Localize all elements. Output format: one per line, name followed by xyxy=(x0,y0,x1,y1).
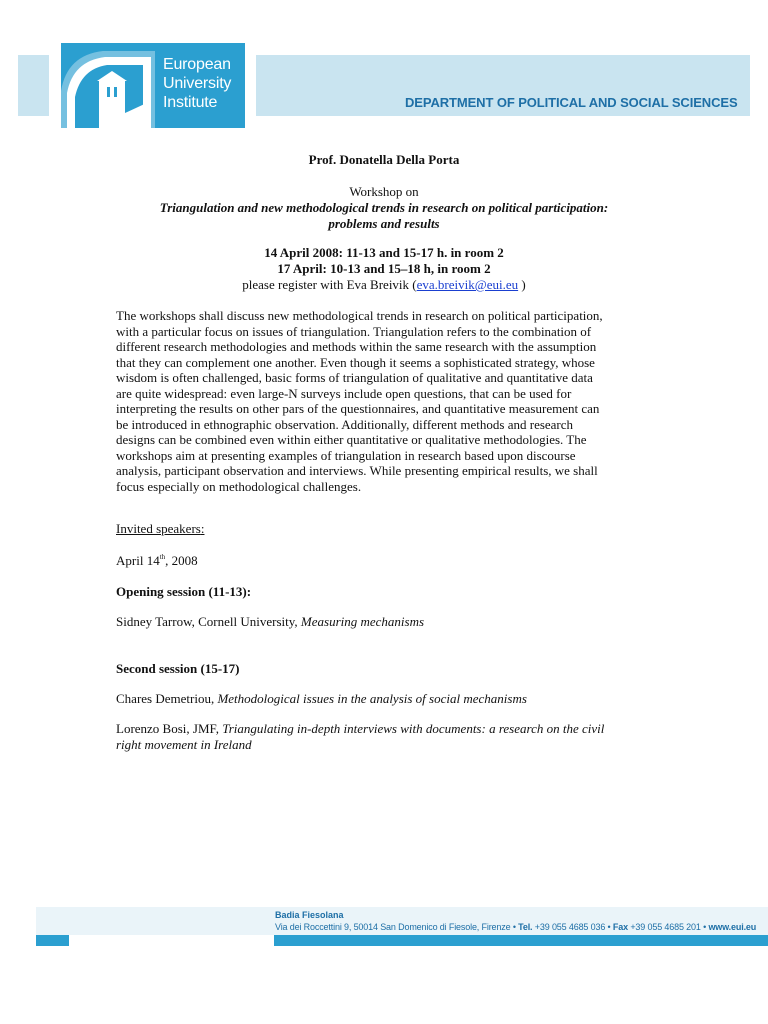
footer-address-text: Via dei Roccettini 9, 50014 San Domenico di Fiesole, Firenze • xyxy=(275,922,519,932)
paragraph-line: wisdom is often challenged, basic forms of triangulation of qualitative and quantitative data xyxy=(116,370,593,385)
paragraph-line: The workshops shall discuss new methodological trends in research on political participation, xyxy=(116,308,603,323)
register-suffix: ) xyxy=(518,277,526,292)
footer-address xyxy=(275,922,756,932)
registration-line xyxy=(100,277,668,293)
logo-wordmark xyxy=(163,55,231,112)
speaker-name: Sidney Tarrow, Cornell University, xyxy=(116,614,301,629)
logo-line-1: European xyxy=(163,56,231,73)
paragraph-line: be introduced in ethnographic observation. Additionally, different methods and research xyxy=(116,416,574,432)
footer-fax-value: +39 055 4685 201 • xyxy=(627,922,709,932)
program-date-prefix: April 14 xyxy=(116,553,160,568)
session-2-speaker-1 xyxy=(116,691,676,707)
invited-colon: : xyxy=(200,521,205,536)
invited-label: Invited speakers xyxy=(116,521,201,536)
date-line-1: 14 April 2008: 11-13 and 15-17 h. in room 2 xyxy=(264,245,504,260)
eui-building-icon xyxy=(61,43,161,128)
register-email-link[interactable]: eva.breivik@eui.eu xyxy=(416,277,519,292)
session-1-speaker xyxy=(116,614,676,630)
footer-tel-label: Tel. xyxy=(518,922,533,932)
date-line-2: 17 April: 10-13 and 15–18 h, in room 2 xyxy=(277,261,491,276)
program-date xyxy=(116,553,676,569)
workshop-title xyxy=(100,200,668,232)
footer-bar-right xyxy=(274,935,768,946)
header-band-left xyxy=(18,55,49,116)
paragraph-line: designs can be combined even within either quantitative or qualitative methodologies. The xyxy=(116,432,587,447)
paragraph-line: interpreting the results on other pars of the questionnaires, and quantitative measurement can xyxy=(116,401,600,416)
session-2-heading: Second session (15-17) xyxy=(116,661,240,676)
invited-speakers-heading xyxy=(116,521,676,537)
department-title: DEPARTMENT OF POLITICAL AND SOCIAL SCIENCES xyxy=(405,95,738,110)
workshop-title-line-1: Triangulation and new methodological trends in research on political participation: xyxy=(159,200,609,215)
footer-bar-left xyxy=(36,935,69,946)
logo-line-3: Institute xyxy=(163,94,218,111)
logo-line-2: University xyxy=(163,75,232,92)
speaker-name: Chares Demetriou, xyxy=(116,691,218,706)
paragraph-line: are quite widespread: even large-N surveys include open questions, that can be used for xyxy=(116,385,572,401)
paragraph-line: analysis, participant observation and interviews. While presenting empirical results, we shall xyxy=(116,463,598,478)
talk-title: Measuring mechanisms xyxy=(300,614,425,629)
paragraph-line: workshops aim at presenting examples of triangulation in research based upon discourse xyxy=(116,447,576,463)
talk-title-line-1: Triangulating in-depth interviews with documents: a research on the civil xyxy=(222,721,605,736)
program-date-sup: th xyxy=(159,553,166,561)
workshop-title-line-2: problems and results xyxy=(328,216,440,231)
footer-website-link[interactable]: www.eui.eu xyxy=(708,922,757,932)
description-paragraph xyxy=(116,308,656,494)
talk-title-line-2: right movement in Ireland xyxy=(116,737,252,752)
paragraph-line: with a particular focus on issues of triangulation. Triangulation refers to the combination of xyxy=(116,323,592,339)
author: Prof. Donatella Della Porta xyxy=(308,152,460,167)
paragraph-line: different research methodologies and methods within the same research with the assumption xyxy=(116,339,597,354)
paragraph-line: that they can complement one another. Even though it seems a sophisticated strategy, whose xyxy=(116,354,595,370)
footer-fax-label: Fax xyxy=(612,922,628,932)
talk-title: Methodological issues in the analysis of social mechanisms xyxy=(217,691,527,706)
workshop-label: Workshop on xyxy=(349,184,419,199)
speaker-name: Lorenzo Bosi, JMF, xyxy=(116,721,223,736)
paragraph-line: focus especially on methodological challenges. xyxy=(116,478,362,494)
footer-tel-value: +39 055 4685 036 • xyxy=(532,922,613,932)
eui-logo xyxy=(61,43,245,128)
session-2-speaker-2 xyxy=(116,721,656,753)
session-1-heading: Opening session (11-13): xyxy=(116,584,252,599)
footer-title: Badia Fiesolana xyxy=(275,910,344,920)
program-date-suffix: , 2008 xyxy=(165,553,198,568)
register-prefix: please register with Eva Breivik ( xyxy=(242,277,417,292)
